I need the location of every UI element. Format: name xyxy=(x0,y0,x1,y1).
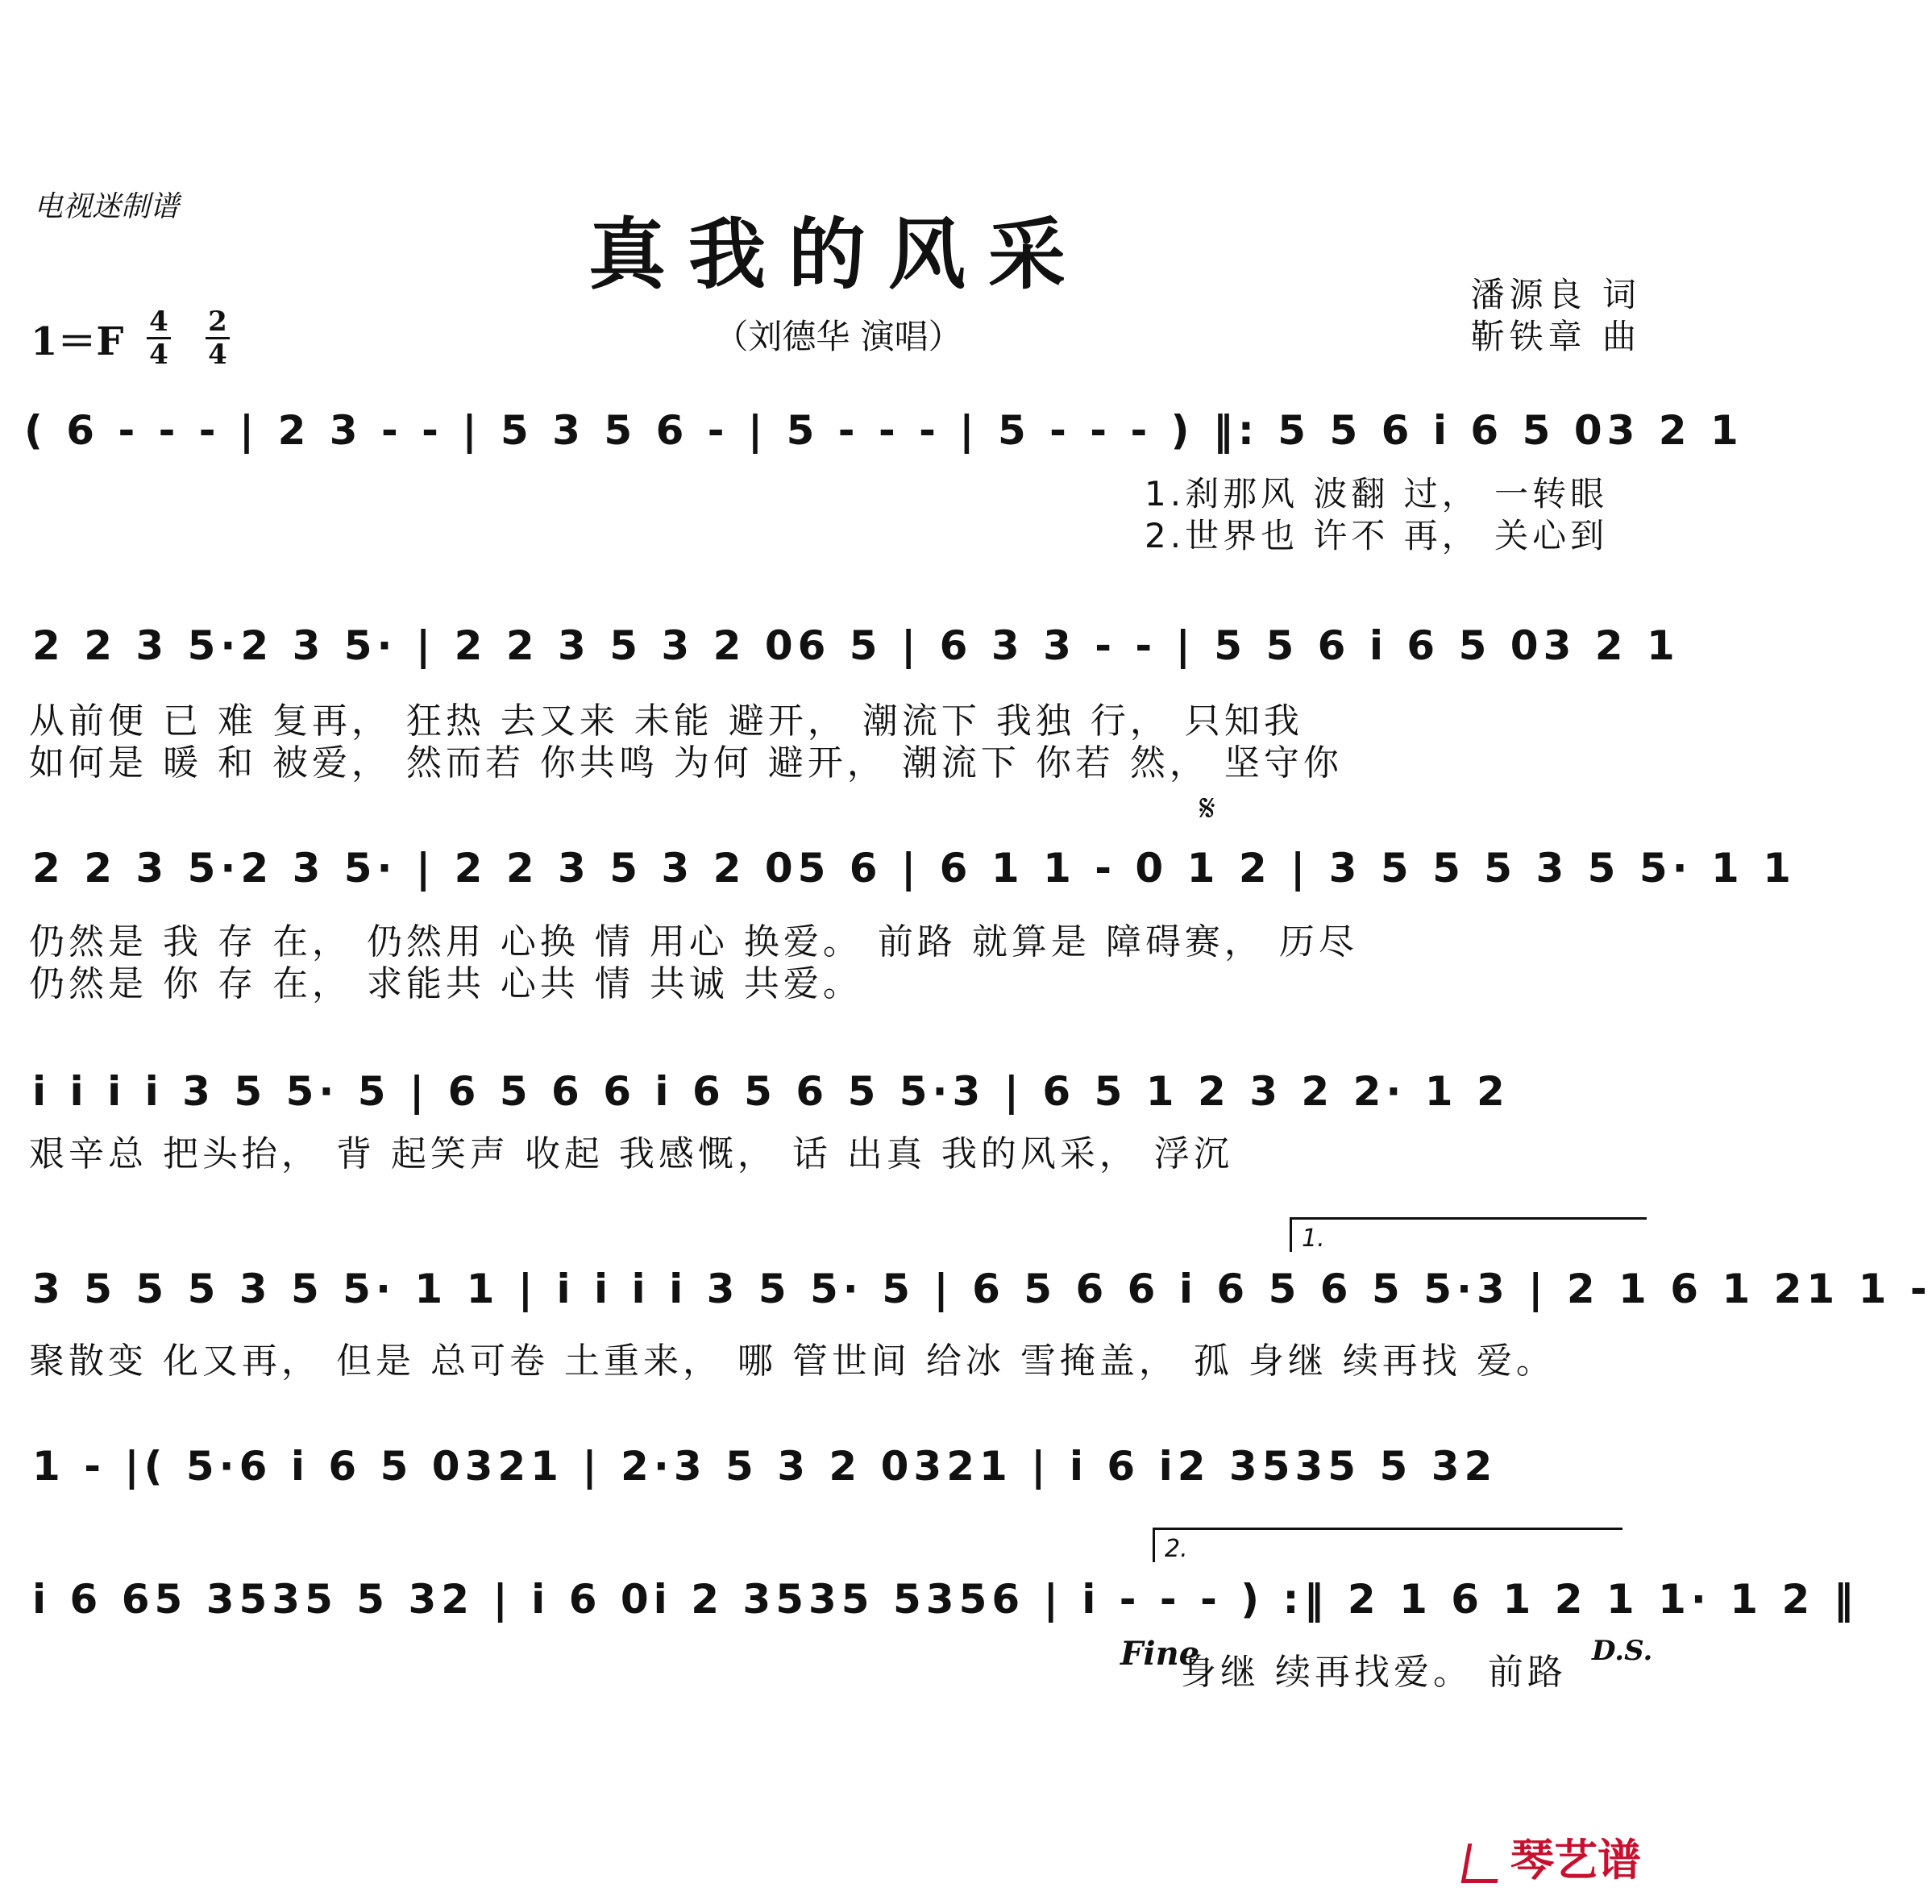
volta-bracket-2: 2. xyxy=(1153,1528,1622,1562)
ds-marking: D.S. xyxy=(1592,1635,1653,1667)
singer-credit: （刘德华 演唱） xyxy=(714,317,962,356)
lyric-line-2b: 如何是 暖 和 被爱， 然而若 你共鸣 为何 避开， 潮流下 你若 然， 坚守你 xyxy=(29,742,1343,784)
notation-line-6: 1 - |( 5·6 i 6 5 0321 | 2·3 5 3 2 0321 | i 6 i2 3535 5 32 xyxy=(32,1443,1498,1490)
time-signature-1: 4 4 xyxy=(147,308,171,368)
score-maker: 电视迷制谱 xyxy=(34,190,180,223)
segno-icon: 𝄋 xyxy=(1199,786,1215,829)
notation-line-5: 3 5 5 5 3 5 5· 1 1 | i i i i 3 5 5· 5 | 6 5 6 6 i 6 5 6 5 5·3 | 2 1 6 1 21 1 - xyxy=(32,1266,1932,1312)
lyric-line-4: 艰辛总 把头抬， 背 起笑声 收起 我感慨， 话 出真 我的风采， 浮沉 xyxy=(29,1133,1233,1174)
lyric-line-7: 身继 续再找爱。 前路 xyxy=(1181,1652,1567,1693)
site-logo: 琴艺谱 xyxy=(1465,1826,1641,1888)
lyric-line-1a: 1.刹那风 波翻 过， 一转眼 xyxy=(1145,474,1609,513)
lyric-line-1b: 2.世界也 许不 再， 关心到 xyxy=(1145,516,1609,555)
notation-line-4: i i i i 3 5 5· 5 | 6 5 6 6 i 6 5 6 5 5·3 | 6 5 1 2 3 2 2· 1 2 xyxy=(32,1068,1510,1115)
lyric-line-2a: 从前便 已 难 复再， 狂热 去又来 未能 避开， 潮流下 我独 行， 只知我 xyxy=(29,700,1303,742)
notation-line-7: i 6 65 3535 5 32 | i 6 0i 2 3535 5356 | i - - - ) :‖ 2 1 6 1 2 1 1· 1 2 ‖ xyxy=(32,1576,1859,1623)
notation-line-1: ( 6 - - - | 2 3 - - | 5 3 5 6 - | 5 - - - | 5 - - - ) ‖: 5 5 6 i 6 5 03 2 1 xyxy=(24,407,1743,454)
notation-line-3: 2 2 3 5·2 3 5· | 2 2 3 5 3 2 05 6 | 6 1 1 - 0 1 2 | 3 5 5 5 3 5 5· 1 1 xyxy=(32,845,1797,892)
time-signature-2: 2 4 xyxy=(206,308,230,368)
key-signature: 1＝F xyxy=(31,319,124,364)
notation-line-2: 2 2 3 5·2 3 5· | 2 2 3 5 3 2 06 5 | 6 3 3 - - | 5 5 6 i 6 5 03 2 1 xyxy=(32,622,1680,669)
volta-bracket-1: 1. xyxy=(1290,1217,1647,1252)
lyric-line-3a: 仍然是 我 存 在， 仍然用 心换 情 用心 换爱。 前路 就算是 障碍赛， 历尽 xyxy=(29,921,1358,962)
lyric-line-5: 聚散变 化又再， 但是 总可卷 土重来， 哪 管世间 给冰 雪掩盖， 孤 身继 续再找 爱。 xyxy=(29,1341,1556,1382)
composer-credit: 靳铁章 曲 xyxy=(1470,317,1641,356)
fine-marking: Fine xyxy=(1120,1635,1200,1673)
logo-icon xyxy=(1461,1844,1505,1883)
lyric-line-3b: 仍然是 你 存 在， 求能共 心共 情 共诚 共爱。 xyxy=(29,963,862,1004)
song-title: 真我的风采 xyxy=(588,209,1088,300)
lyricist-credit: 潘源良 词 xyxy=(1470,275,1641,314)
